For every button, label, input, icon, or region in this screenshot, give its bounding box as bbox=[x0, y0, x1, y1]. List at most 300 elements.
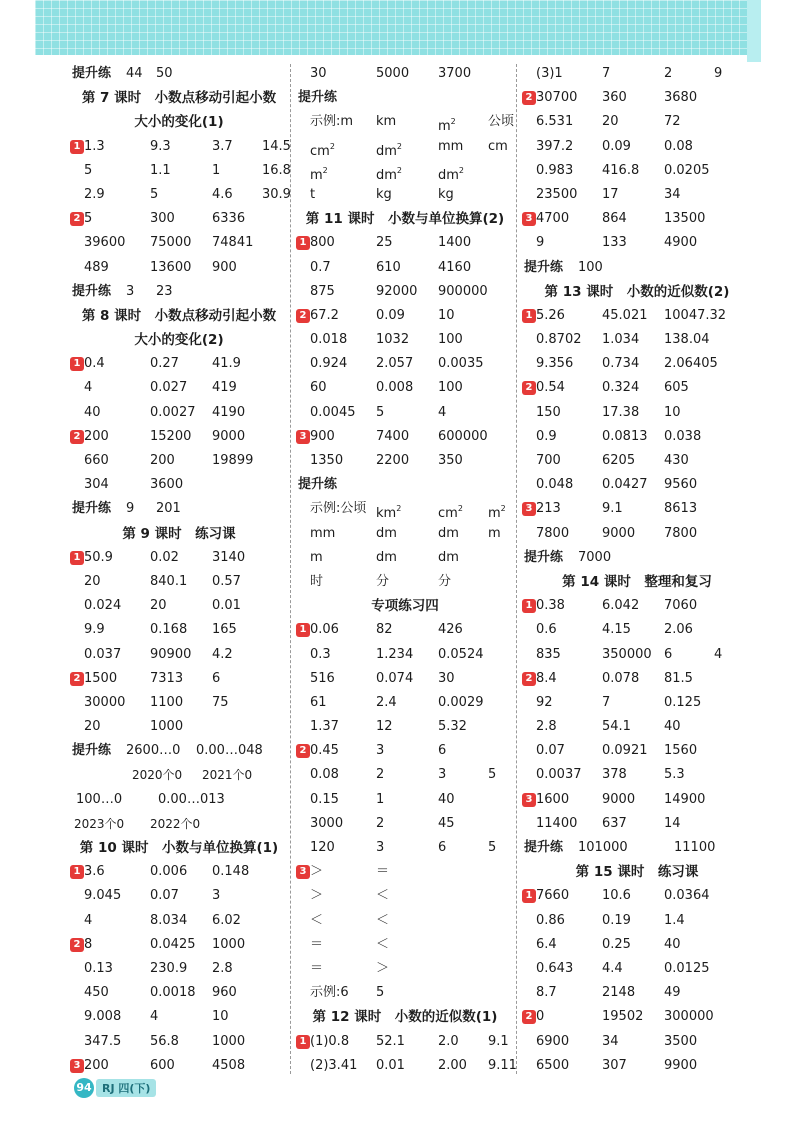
answer-line bbox=[298, 62, 512, 86]
answer-value: 40 bbox=[84, 404, 101, 420]
top-decorative-band bbox=[35, 0, 747, 55]
answer-value: 52.1 bbox=[376, 1033, 405, 1049]
answer-value: 10047.32 bbox=[664, 307, 727, 323]
answer-line bbox=[524, 183, 750, 207]
answer-value: ＜ bbox=[376, 936, 390, 952]
answer-value: 0.19 bbox=[602, 912, 631, 928]
answer-value: 0.006 bbox=[150, 864, 188, 880]
answer-value: 6500 bbox=[536, 1057, 570, 1073]
answer-line bbox=[524, 352, 750, 376]
answer-value: 0.074 bbox=[376, 670, 414, 686]
lesson-heading: 第 9 课时 练习课 bbox=[122, 525, 236, 542]
answer-column-2 bbox=[298, 62, 517, 1078]
answer-value: 13500 bbox=[664, 211, 706, 227]
answer-value: 600000 bbox=[438, 428, 488, 444]
answer-value: 34 bbox=[602, 1033, 619, 1049]
answer-value: 350000 bbox=[602, 646, 652, 662]
answer-line bbox=[72, 62, 286, 86]
answer-value: 2.8 bbox=[212, 960, 233, 976]
answer-line bbox=[298, 836, 512, 860]
answer-value: 9.11 bbox=[488, 1057, 517, 1073]
answer-value: 0.0037 bbox=[536, 767, 582, 783]
answer-line bbox=[298, 1030, 512, 1054]
answer-line bbox=[72, 546, 286, 570]
answer-value: 875 bbox=[310, 283, 335, 299]
answer-value: 9 bbox=[714, 66, 723, 81]
answer-value: 864 bbox=[602, 211, 627, 227]
answer-value: 6.042 bbox=[602, 598, 640, 614]
answer-line bbox=[298, 691, 512, 715]
answer-value: 16.8 bbox=[262, 162, 291, 178]
answer-value: (3)1 bbox=[536, 66, 563, 81]
answer-value: 600 bbox=[150, 1057, 175, 1073]
answer-value: 8.4 bbox=[536, 670, 557, 686]
answer-line bbox=[72, 159, 291, 183]
answer-value: 0.01 bbox=[376, 1057, 405, 1073]
answer-value: 0.0027 bbox=[150, 404, 196, 420]
answer-value: 900000 bbox=[438, 283, 488, 299]
question-number-badge: 2 bbox=[522, 91, 536, 105]
answer-value: 30700 bbox=[536, 90, 578, 106]
answer-line bbox=[524, 256, 750, 280]
answer-line bbox=[72, 884, 286, 908]
answer-value: 0.06 bbox=[310, 622, 339, 638]
answer-value: 0.983 bbox=[536, 162, 574, 178]
answer-value: 示例:公顷 bbox=[310, 501, 367, 517]
answer-value: 44 bbox=[126, 66, 143, 81]
answer-line bbox=[524, 159, 750, 183]
answer-line bbox=[72, 618, 286, 642]
answer-value: 900 bbox=[310, 428, 335, 444]
answer-line bbox=[72, 1005, 286, 1029]
answer-value: 840.1 bbox=[150, 573, 188, 589]
answer-line bbox=[298, 256, 512, 280]
answer-value: 0.0364 bbox=[664, 888, 710, 904]
answer-value: 75 bbox=[212, 694, 229, 710]
answer-value: 6336 bbox=[212, 211, 246, 227]
answer-line bbox=[298, 110, 515, 135]
answer-value: 20 bbox=[84, 719, 101, 735]
answer-value: 419 bbox=[212, 380, 237, 396]
answer-value: ＞ bbox=[376, 960, 390, 976]
answer-line bbox=[72, 401, 286, 425]
answer-line bbox=[298, 328, 512, 352]
question-number-badge: 1 bbox=[296, 236, 310, 250]
lesson-heading: 大小的变化(2) bbox=[134, 332, 224, 349]
answer-value: 0.078 bbox=[602, 670, 640, 686]
answer-line bbox=[298, 86, 512, 110]
lesson-heading: 第 10 课时 小数与单位换算(1) bbox=[79, 840, 279, 856]
answer-value: 4160 bbox=[438, 259, 472, 275]
answer-value: 40 bbox=[664, 719, 681, 735]
answer-line bbox=[298, 522, 512, 546]
answer-value: 5 bbox=[376, 985, 385, 1001]
answer-line bbox=[72, 860, 286, 884]
answer-value: 72 bbox=[664, 114, 681, 130]
answer-value: $cm^2$ bbox=[310, 141, 335, 159]
answer-line bbox=[72, 981, 286, 1005]
answer-value: 1032 bbox=[376, 332, 410, 348]
answer-value: 1350 bbox=[310, 453, 344, 468]
answer-line bbox=[524, 836, 750, 860]
answer-value: 10 bbox=[438, 307, 455, 323]
answer-line bbox=[72, 594, 286, 618]
answer-value: 1.234 bbox=[376, 646, 414, 662]
answer-value: 9900 bbox=[664, 1057, 698, 1073]
answer-value: 0.0125 bbox=[664, 960, 710, 976]
answer-value: $cm^2$ bbox=[438, 504, 463, 522]
answer-value: 25 bbox=[376, 235, 393, 251]
answer-value: 0.07 bbox=[536, 743, 565, 759]
answer-value: 90900 bbox=[150, 646, 192, 662]
lesson-heading: 第 14 课时 整理和复习 bbox=[562, 573, 712, 590]
answer-value: 时 bbox=[310, 573, 324, 589]
question-number-badge: 2 bbox=[70, 430, 84, 444]
answer-value: 2.06 bbox=[664, 622, 693, 638]
answer-value: 4.6 bbox=[212, 186, 233, 202]
answer-value: 分 bbox=[438, 573, 452, 589]
answer-line bbox=[72, 135, 291, 159]
answer-line bbox=[298, 884, 512, 908]
answer-value: 2 bbox=[664, 66, 673, 81]
answer-value: 0.024 bbox=[84, 598, 122, 614]
answer-line bbox=[72, 739, 286, 763]
answer-value: 304 bbox=[84, 477, 109, 493]
answer-value: 430 bbox=[664, 453, 689, 468]
answer-value: 49 bbox=[664, 985, 681, 1001]
answer-line bbox=[524, 691, 750, 715]
answer-value: 0.3 bbox=[310, 646, 331, 662]
answer-value: 100 bbox=[438, 380, 463, 396]
answer-value: 9.045 bbox=[84, 888, 122, 904]
answer-value: 2.00 bbox=[438, 1057, 467, 1073]
answer-value: 92000 bbox=[376, 283, 418, 299]
answer-value: 30000 bbox=[84, 694, 126, 710]
top-band-edge bbox=[747, 0, 761, 62]
answer-value: 5 bbox=[84, 211, 93, 227]
answer-value: 1000 bbox=[212, 936, 246, 952]
answer-value: $dm^2$ bbox=[438, 165, 465, 183]
answer-value: 0.38 bbox=[536, 598, 565, 614]
answer-value: 2148 bbox=[602, 985, 636, 1001]
answer-value: 0.13 bbox=[84, 960, 113, 976]
answer-value: 2.8 bbox=[536, 719, 557, 735]
answer-value: 0.0427 bbox=[602, 477, 648, 493]
answer-value: 2.0 bbox=[438, 1033, 459, 1049]
answer-value: 9.356 bbox=[536, 356, 574, 372]
question-number-badge: 1 bbox=[522, 599, 536, 613]
answer-value: ＝ bbox=[310, 936, 324, 952]
answer-value: 150 bbox=[536, 404, 561, 420]
answer-value: 213 bbox=[536, 501, 561, 517]
answer-value: 350 bbox=[438, 453, 463, 468]
answer-value: 3600 bbox=[150, 477, 184, 493]
answer-value: 19502 bbox=[602, 1009, 644, 1025]
answer-value: 637 bbox=[602, 815, 627, 831]
answer-value: 300 bbox=[150, 211, 175, 227]
answer-value: 2.4 bbox=[376, 694, 397, 710]
answer-line bbox=[524, 207, 750, 231]
answer-value: 120 bbox=[310, 840, 335, 855]
answer-value: 0.048 bbox=[536, 477, 574, 493]
question-number-badge: 1 bbox=[296, 1035, 310, 1049]
answer-value: 2.9 bbox=[84, 186, 105, 202]
answer-value: 0.0524 bbox=[438, 646, 484, 662]
practice-label: 提升练 bbox=[72, 501, 112, 517]
answer-line bbox=[72, 256, 286, 280]
lesson-heading: 第 12 课时 小数的近似数(1) bbox=[312, 1009, 498, 1026]
answer-value: 9.008 bbox=[84, 1009, 122, 1025]
answer-value: 7 bbox=[602, 694, 611, 710]
answer-line bbox=[72, 909, 286, 933]
question-number-badge: 1 bbox=[296, 623, 310, 637]
answer-value: 0.324 bbox=[602, 380, 640, 396]
answer-value: 4 bbox=[714, 646, 723, 662]
question-number-badge: 2 bbox=[296, 744, 310, 758]
answer-line bbox=[72, 183, 291, 207]
answer-value: 397.2 bbox=[536, 138, 574, 154]
answer-value: 0.0029 bbox=[438, 694, 484, 710]
question-number-badge: 1 bbox=[70, 140, 84, 154]
answer-value: 4 bbox=[84, 380, 93, 396]
answer-value: 示例:m bbox=[310, 114, 354, 130]
answer-value: 605 bbox=[664, 380, 689, 396]
answer-value: ＜ bbox=[310, 912, 324, 928]
practice-label: 提升练 bbox=[524, 259, 564, 275]
answer-line bbox=[298, 812, 512, 836]
answer-value: 0.168 bbox=[150, 622, 188, 638]
answer-value: 0.08 bbox=[310, 767, 339, 783]
answer-value: 34 bbox=[664, 186, 681, 202]
answer-value: 0.6 bbox=[536, 622, 557, 638]
answer-value: 660 bbox=[84, 453, 109, 468]
answer-value: 5 bbox=[488, 840, 497, 855]
answer-value: 9000 bbox=[602, 791, 636, 807]
answer-line bbox=[298, 1054, 517, 1078]
answer-line bbox=[298, 231, 512, 255]
practice-label: 提升练 bbox=[72, 66, 112, 81]
answer-line bbox=[298, 981, 512, 1005]
answer-value: 4.4 bbox=[602, 960, 623, 976]
answer-value: 9560 bbox=[664, 477, 698, 493]
practice-label: 提升练 bbox=[524, 840, 564, 855]
answer-line bbox=[72, 1030, 286, 1054]
answer-line bbox=[72, 473, 286, 497]
answer-value: 50.9 bbox=[84, 549, 113, 565]
answer-value: 30 bbox=[438, 670, 455, 686]
answer-value: 67.2 bbox=[310, 307, 339, 323]
answer-value: 5.32 bbox=[438, 719, 467, 735]
answer-value: 4 bbox=[84, 912, 93, 928]
lesson-heading: 大小的变化(1) bbox=[134, 114, 224, 131]
answer-value: 10 bbox=[664, 404, 681, 420]
answer-value: 0.08 bbox=[664, 138, 693, 154]
answer-value: 133 bbox=[602, 235, 627, 251]
answer-value: 30.9 bbox=[262, 186, 291, 202]
question-number-badge: 2 bbox=[296, 309, 310, 323]
answer-value: km bbox=[376, 114, 397, 130]
answer-value: 0.924 bbox=[310, 356, 348, 372]
answer-value: $dm^2$ bbox=[376, 141, 403, 159]
answer-line bbox=[524, 473, 750, 497]
lesson-heading: 第 8 课时 小数点移动引起小数 bbox=[81, 307, 277, 324]
answer-value: 2.06405 bbox=[664, 356, 718, 372]
lesson-heading: 第 7 课时 小数点移动引起小数 bbox=[81, 90, 277, 107]
answer-value: $km^2$ bbox=[376, 504, 402, 522]
answer-value: 3.6 bbox=[84, 864, 105, 880]
answer-value: 56.8 bbox=[150, 1033, 179, 1049]
answer-line bbox=[524, 715, 750, 739]
answer-value: 23 bbox=[156, 283, 173, 299]
answer-value: 0.27 bbox=[150, 356, 179, 372]
question-number-badge: 3 bbox=[296, 865, 310, 879]
answer-value: 835 bbox=[536, 646, 561, 662]
answer-line bbox=[524, 231, 750, 255]
answer-value: 3 bbox=[376, 743, 385, 759]
answer-line bbox=[524, 1005, 750, 1029]
answer-value: 6.02 bbox=[212, 912, 241, 928]
answer-line bbox=[298, 643, 512, 667]
answer-value: 6 bbox=[212, 670, 221, 686]
answer-value: 360 bbox=[602, 90, 627, 106]
answer-value: 200 bbox=[84, 428, 109, 444]
zero-count-note: 2022个0 bbox=[150, 816, 201, 831]
answer-value: 0.643 bbox=[536, 960, 574, 976]
practice-label: 提升练 bbox=[72, 283, 112, 299]
answer-value: 0.734 bbox=[602, 356, 640, 372]
answer-value: ＜ bbox=[376, 912, 390, 928]
practice-label: 提升练 bbox=[298, 477, 338, 493]
answer-line bbox=[298, 304, 512, 328]
answer-value: 0.0921 bbox=[602, 743, 648, 759]
answer-line bbox=[298, 715, 512, 739]
answer-value: 700 bbox=[536, 453, 561, 468]
answer-value: 9.9 bbox=[84, 622, 105, 638]
answer-value: 61 bbox=[310, 694, 327, 710]
answer-line bbox=[524, 884, 750, 908]
answer-value: 7660 bbox=[536, 888, 570, 904]
answer-value: 7060 bbox=[664, 598, 698, 614]
answer-value: 1100 bbox=[150, 694, 184, 710]
answer-value: 0.00…013 bbox=[158, 791, 225, 807]
answer-value: 5.26 bbox=[536, 307, 565, 323]
answer-value: 300000 bbox=[664, 1009, 714, 1025]
answer-value: 200 bbox=[150, 453, 175, 468]
answer-value: 4900 bbox=[664, 235, 698, 251]
answer-value: 0.0425 bbox=[150, 936, 196, 952]
answer-value: 4190 bbox=[212, 404, 246, 420]
zero-count-note: 2020个0 bbox=[132, 768, 183, 783]
answer-line bbox=[524, 546, 750, 570]
answer-value: 1560 bbox=[664, 743, 698, 759]
lesson-heading: 第 13 课时 小数的近似数(2) bbox=[544, 283, 730, 300]
answer-value: 2.057 bbox=[376, 356, 414, 372]
answer-line bbox=[298, 497, 512, 521]
answer-line bbox=[72, 376, 286, 400]
answer-value: 0.148 bbox=[212, 864, 250, 880]
question-number-badge: 1 bbox=[70, 865, 84, 879]
answer-line bbox=[298, 449, 512, 473]
answer-line bbox=[72, 425, 286, 449]
answer-value: 3500 bbox=[664, 1033, 698, 1049]
answer-value: 230.9 bbox=[150, 960, 188, 976]
answer-value: 450 bbox=[84, 985, 109, 1001]
answer-value: 0.008 bbox=[376, 380, 414, 396]
answer-line bbox=[298, 570, 512, 594]
answer-value: 4 bbox=[150, 1009, 159, 1025]
answer-value: dm bbox=[376, 525, 397, 541]
column-divider-1 bbox=[290, 64, 291, 1074]
answer-value: 100 bbox=[438, 332, 463, 348]
answer-value: 3140 bbox=[212, 549, 246, 565]
answer-value: 9 bbox=[536, 235, 545, 251]
answer-value: 8.7 bbox=[536, 985, 557, 1001]
answer-value: 公顷 bbox=[488, 114, 515, 130]
answer-value: 0.037 bbox=[84, 646, 122, 662]
answer-value: 0.25 bbox=[602, 936, 631, 952]
answer-value: ＜ bbox=[376, 888, 390, 904]
answer-line bbox=[524, 957, 750, 981]
answer-line bbox=[72, 667, 286, 691]
answer-line bbox=[524, 1054, 750, 1078]
answer-value: 1.37 bbox=[310, 719, 339, 735]
answer-line bbox=[72, 280, 286, 304]
answer-value: 41.9 bbox=[212, 356, 241, 372]
answer-line bbox=[298, 352, 512, 376]
answer-value: cm bbox=[488, 138, 508, 154]
answer-line bbox=[72, 933, 286, 957]
answer-value: 9.1 bbox=[488, 1033, 509, 1049]
answer-value: 7400 bbox=[376, 428, 410, 444]
answer-value: ＞ bbox=[310, 864, 324, 880]
answer-value: 5000 bbox=[376, 66, 410, 81]
answer-value: 分 bbox=[376, 573, 390, 589]
answer-value: 4.15 bbox=[602, 622, 631, 638]
answer-value: 45.021 bbox=[602, 307, 648, 323]
lesson-heading: 第 11 课时 小数与单位换算(2) bbox=[305, 211, 505, 228]
answer-value: 6.531 bbox=[536, 114, 574, 130]
answer-value: 8 bbox=[84, 936, 93, 952]
question-number-badge: 1 bbox=[70, 357, 84, 371]
answer-value: 900 bbox=[212, 259, 237, 275]
answer-line bbox=[72, 643, 286, 667]
answer-value: 1400 bbox=[438, 235, 472, 251]
answer-line bbox=[298, 933, 512, 957]
answer-value: $m^2$ bbox=[488, 504, 506, 522]
answer-value: 3.7 bbox=[212, 138, 233, 154]
answer-value: 9000 bbox=[602, 525, 636, 541]
answer-line bbox=[72, 207, 286, 231]
answer-line bbox=[524, 739, 750, 763]
answer-value: 39600 bbox=[84, 235, 126, 251]
column-divider-2 bbox=[516, 64, 517, 1074]
answer-value: 6900 bbox=[536, 1033, 570, 1049]
answer-value: 45 bbox=[438, 815, 455, 831]
answer-value: $dm^2$ bbox=[376, 165, 403, 183]
answer-line bbox=[524, 933, 750, 957]
answer-value: 6 bbox=[438, 743, 447, 759]
answer-line bbox=[524, 328, 750, 352]
answer-line bbox=[524, 1030, 750, 1054]
answer-line bbox=[524, 594, 750, 618]
answer-value: 12 bbox=[376, 719, 393, 735]
question-number-badge: 3 bbox=[296, 430, 310, 444]
answer-value: 3680 bbox=[664, 90, 698, 106]
answer-value: 92 bbox=[536, 694, 553, 710]
answer-value: 4700 bbox=[536, 211, 570, 227]
answer-value: 0.00…048 bbox=[196, 743, 263, 759]
answer-line bbox=[524, 763, 750, 787]
